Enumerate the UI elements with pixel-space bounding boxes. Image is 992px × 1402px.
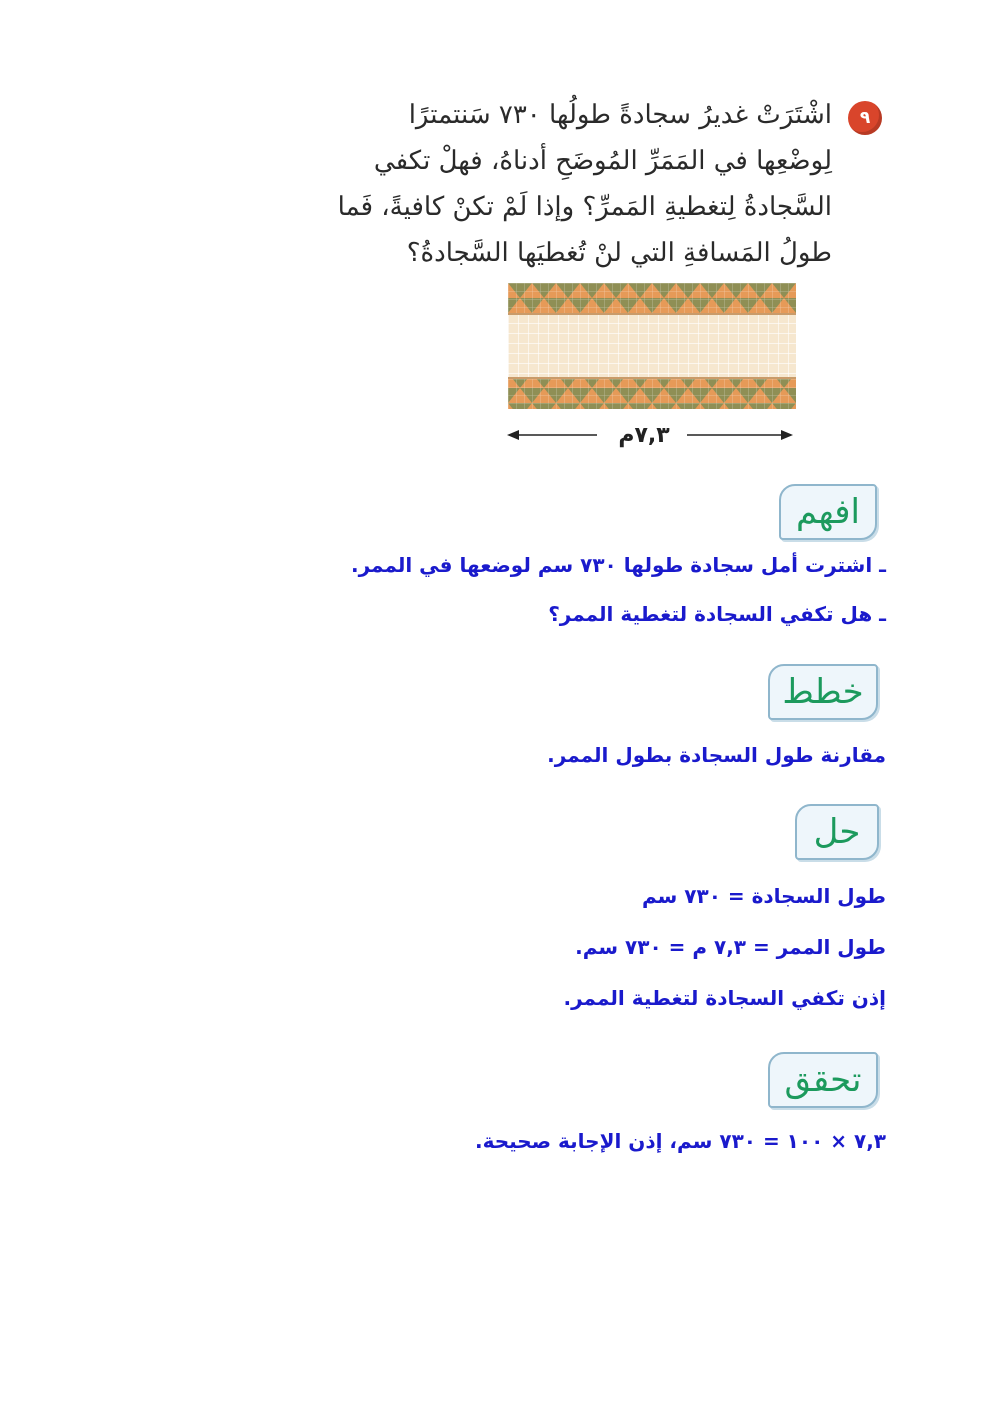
corridor-length-dimension [505, 418, 795, 452]
corridor-carpet-figure [508, 283, 796, 409]
solve-line-1: طول السجادة = ٧٣٠ سم [641, 884, 886, 908]
question-line-2: لِوضْعِها في المَمَرِّ المُوضَحِ أدناهُ، فهلْ تكفي [373, 146, 832, 176]
plan-section-badge: خطط [768, 664, 878, 720]
question-line-1: اشْتَرَتْ غديرُ سجادةً طولُها ٧٣٠ سَنتمترًا [408, 100, 832, 130]
question-number-badge: ٩ [848, 101, 882, 135]
check-line-1: ٧,٣ × ١٠٠ = ٧٣٠ سم، إذن الإجابة صحيحة. [475, 1129, 886, 1153]
question-line-3: السَّجادةُ لِتغطيةِ المَمرِّ؟ وإذا لَمْ تكنْ كافيةً، فَما [337, 192, 832, 222]
question-line-4: طولُ المَسافةِ التي لنْ تُغطيَها السَّجادةُ؟ [406, 238, 832, 268]
solve-section-badge: حل [795, 804, 879, 860]
plan-line-1: مقارنة طول السجادة بطول الممر. [547, 743, 886, 767]
understand-line-1: ـ اشترت أمل سجادة طولها ٧٣٠ سم لوضعها في الممر. [351, 553, 886, 577]
solve-line-3: إذن تكفي السجادة لتغطية الممر. [563, 986, 886, 1010]
understand-line-2: ـ هل تكفي السجادة لتغطية الممر؟ [548, 602, 886, 626]
dimension-label: ٧,٣م [618, 422, 670, 448]
understand-section-badge: افهم [779, 484, 877, 540]
check-section-badge: تحقق [768, 1052, 878, 1108]
solve-line-2: طول الممر = ٧,٣ م = ٧٣٠ سم. [575, 935, 886, 959]
